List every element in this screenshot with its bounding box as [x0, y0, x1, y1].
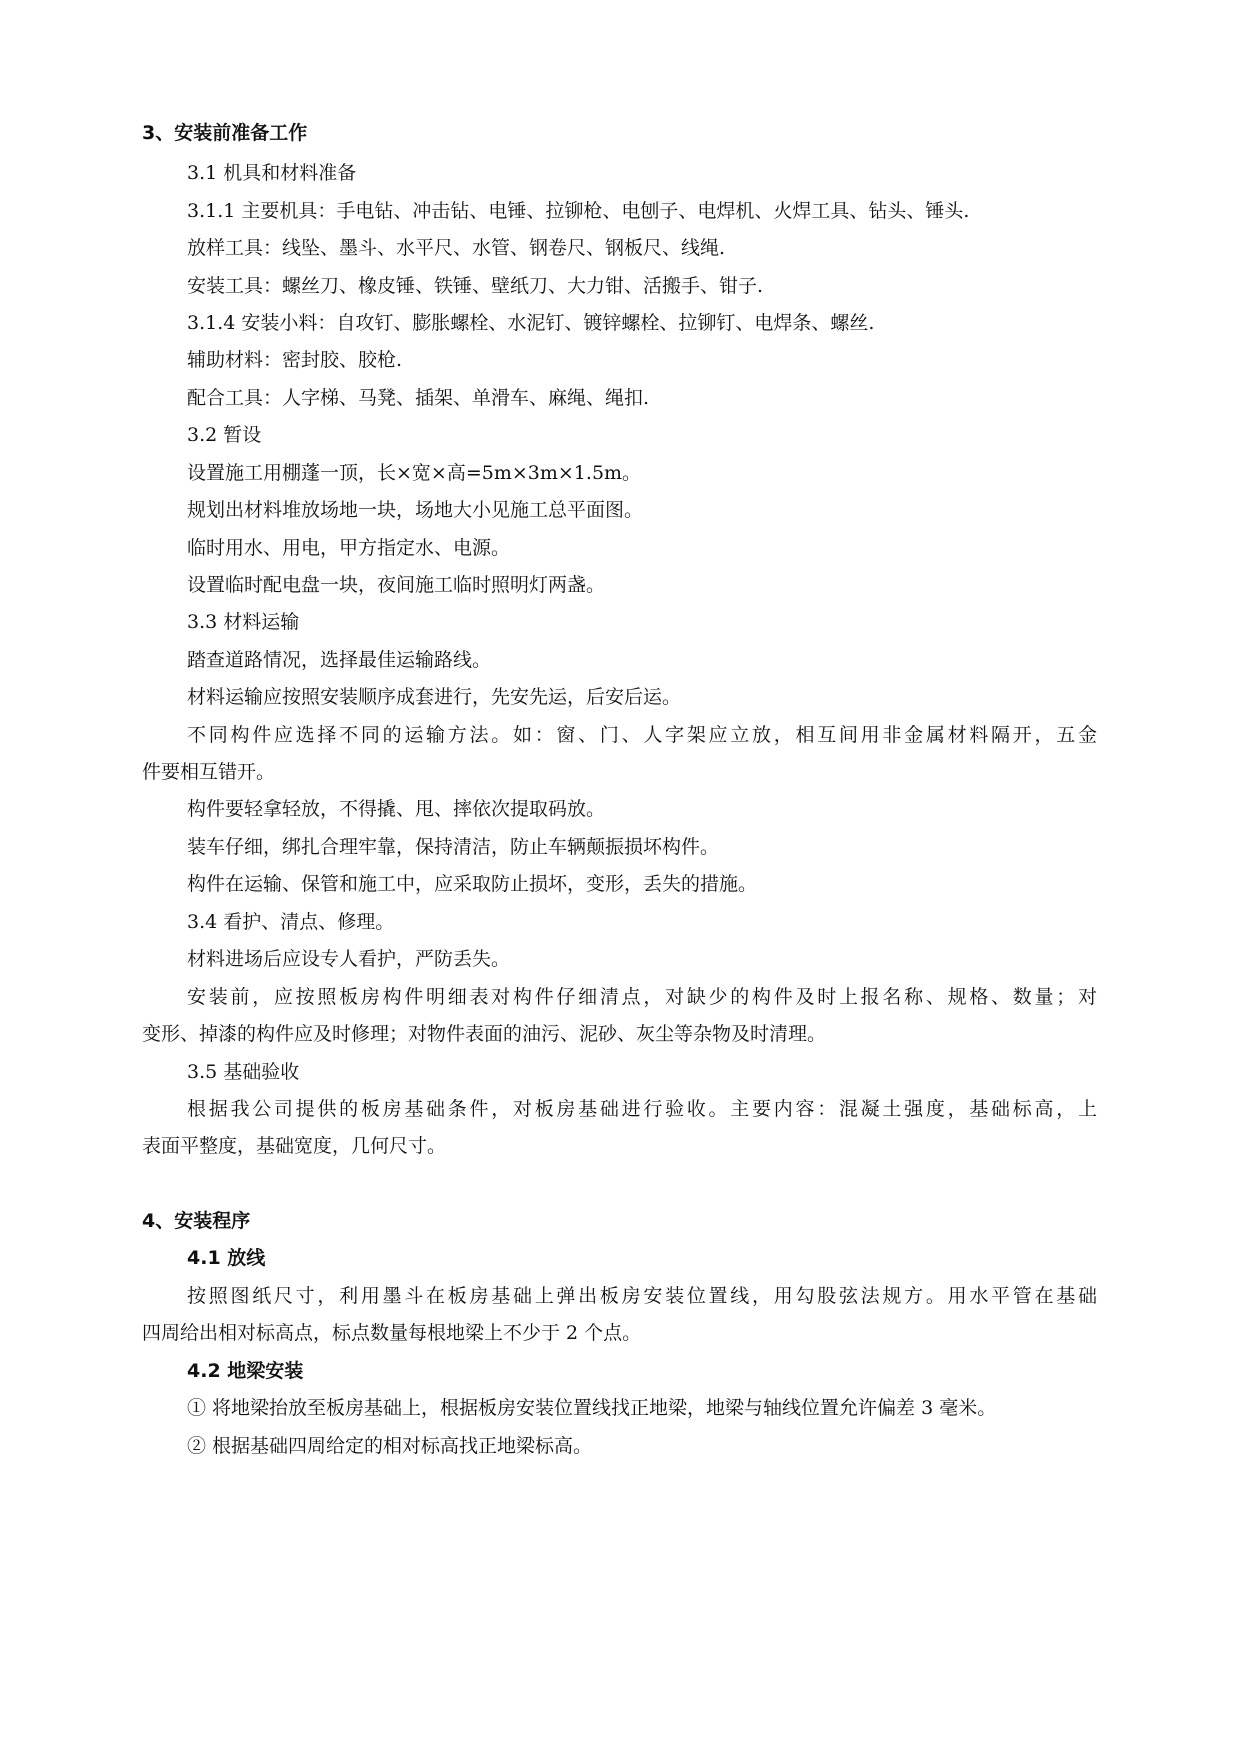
paragraph-line: 放样工具：线坠、墨斗、水平尺、水管、钢卷尺、钢板尺、线绳.: [187, 237, 726, 259]
paragraph-line: 踏查道路情况，选择最佳运输路线。: [187, 649, 492, 671]
subsection-heading: 4.2 地梁安装: [187, 1360, 304, 1382]
paragraph-line: 3.1.4 安装小料：自攻钉、膨胀螺栓、水泥钉、镀锌螺栓、拉铆钉、电焊条、螺丝.: [187, 312, 875, 334]
paragraph-line: 配合工具：人字梯、马凳、插架、单滑车、麻绳、绳扣.: [187, 387, 650, 409]
paragraph-line: 安装前，应按照板房构件明细表对构件仔细清点，对缺少的构件及时上报名称、规格、数量；对: [187, 986, 1097, 1008]
paragraph-line: 构件要轻拿轻放，不得撬、甩、摔依次提取码放。: [187, 798, 606, 820]
subsection-heading: 3.1 机具和材料准备: [187, 162, 357, 184]
paragraph-line: 材料运输应按照安装顺序成套进行，先安先运，后安后运。: [187, 686, 682, 708]
subsection-heading: 3.2 暂设: [187, 424, 262, 446]
paragraph-line: 辅助材料：密封胶、胶枪.: [187, 349, 403, 371]
section-heading: 3、安装前准备工作: [142, 122, 308, 144]
paragraph-line: 变形、掉漆的构件应及时修理；对物件表面的油污、泥砂、灰尘等杂物及时清理。: [142, 1023, 827, 1045]
paragraph-line: 设置临时配电盘一块，夜间施工临时照明灯两盏。: [187, 574, 606, 596]
paragraph-line: 表面平整度，基础宽度，几何尺寸。: [142, 1135, 447, 1157]
paragraph-line: 件要相互错开。: [142, 761, 276, 783]
paragraph-line: 临时用水、用电，甲方指定水、电源。: [187, 537, 511, 559]
paragraph-line: 按照图纸尺寸，利用墨斗在板房基础上弹出板房安装位置线，用勾股弦法规方。用水平管在基础: [187, 1285, 1097, 1307]
paragraph-line: 设置施工用棚蓬一顶，长×宽×高=5m×3m×1.5m。: [187, 462, 642, 484]
paragraph-line: 3.1.1 主要机具：手电钻、冲击钻、电锤、拉铆枪、电刨子、电焊机、火焊工具、钻头、锤头.: [187, 200, 970, 222]
paragraph-line: ② 根据基础四周给定的相对标高找正地梁标高。: [187, 1435, 593, 1457]
paragraph-line: 构件在运输、保管和施工中，应采取防止损坏，变形，丢失的措施。: [187, 873, 758, 895]
subsection-heading: 4.1 放线: [187, 1247, 266, 1269]
paragraph-line: 根据我公司提供的板房基础条件，对板房基础进行验收。主要内容：混凝土强度，基础标高，上: [187, 1098, 1097, 1120]
paragraph-line: 不同构件应选择不同的运输方法。如：窗、门、人字架应立放，相互间用非金属材料隔开，五金: [187, 724, 1097, 746]
paragraph-line: 规划出材料堆放场地一块，场地大小见施工总平面图。: [187, 499, 644, 521]
subsection-heading: 3.4 看护、清点、修理。: [187, 911, 395, 933]
section-heading: 4、安装程序: [142, 1210, 251, 1232]
subsection-heading: 3.5 基础验收: [187, 1061, 300, 1083]
paragraph-line: 安装工具：螺丝刀、橡皮锤、铁锤、壁纸刀、大力钳、活搬手、钳子.: [187, 275, 764, 297]
paragraph-line: 材料进场后应设专人看护，严防丢失。: [187, 948, 511, 970]
paragraph-line: 四周给出相对标高点，标点数量每根地梁上不少于 2 个点。: [142, 1322, 642, 1344]
subsection-heading: 3.3 材料运输: [187, 611, 300, 633]
paragraph-line: ① 将地梁抬放至板房基础上，根据板房安装位置线找正地梁，地梁与轴线位置允许偏差 3 毫米。: [187, 1397, 997, 1419]
paragraph-line: 装车仔细，绑扎合理牢靠，保持清洁，防止车辆颠振损坏构件。: [187, 836, 720, 858]
